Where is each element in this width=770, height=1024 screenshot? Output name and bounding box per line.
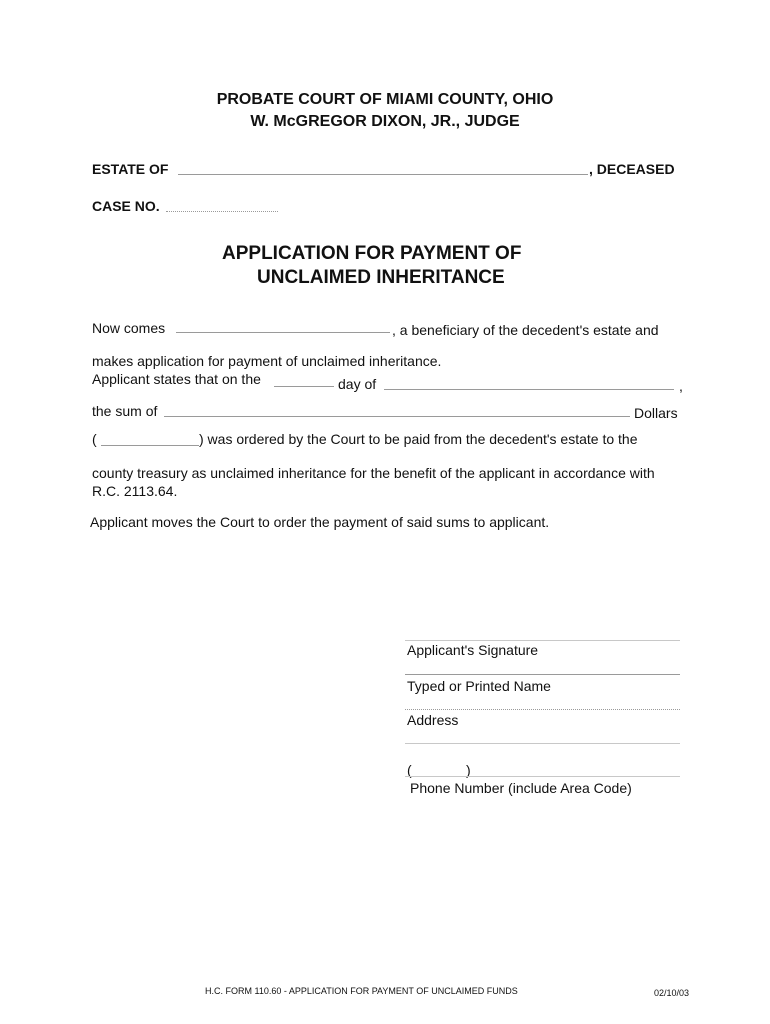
month-year-field[interactable] xyxy=(384,389,674,390)
footer-form-name: H.C. FORM 110.60 - APPLICATION FOR PAYMENT OF UNCLAIMED FUNDS xyxy=(205,986,518,996)
now-comes-text: Now comes xyxy=(92,320,166,336)
phone-label: Phone Number (include Area Code) xyxy=(410,780,632,796)
phone-field[interactable] xyxy=(405,776,680,777)
footer-date: 02/10/03 xyxy=(654,988,690,998)
comma-text: , xyxy=(679,378,683,394)
day-of-text: day of xyxy=(338,376,377,392)
deceased-label: , DECEASED xyxy=(589,161,675,177)
address-field-2[interactable] xyxy=(405,743,680,744)
sum-of-text: the sum of xyxy=(92,403,158,419)
printed-name-field[interactable] xyxy=(405,674,680,675)
sum-words-field[interactable] xyxy=(164,416,630,417)
ordered-text: ) was ordered by the Court to be paid from the decedent's estate to the xyxy=(199,431,638,447)
printed-name-label: Typed or Printed Name xyxy=(407,678,551,694)
phone-close-paren: ) xyxy=(466,762,471,778)
county-treasury-text: county treasury as unclaimed inheritance for the benefit of the applicant in accordance with xyxy=(92,465,655,481)
judge-name: W. McGREGOR DIXON, JR., JUDGE xyxy=(250,113,520,130)
address-label: Address xyxy=(407,712,459,728)
rc-section-text: R.C. 2113.64. xyxy=(92,483,178,499)
estate-name-field[interactable] xyxy=(178,174,588,175)
beneficiary-name-field[interactable] xyxy=(176,332,390,333)
case-no-label: CASE NO. xyxy=(92,198,160,214)
dollars-text: Dollars xyxy=(634,405,678,421)
court-name: PROBATE COURT OF MIAMI COUNTY, OHIO xyxy=(216,91,554,108)
moves-court-text: Applicant moves the Court to order the payment of said sums to applicant. xyxy=(90,514,550,530)
form-title-line1: APPLICATION FOR PAYMENT OF xyxy=(222,243,522,264)
applicant-states-text: Applicant states that on the xyxy=(92,371,261,387)
address-field-1[interactable] xyxy=(405,709,680,710)
amount-field[interactable] xyxy=(101,445,199,446)
case-no-field[interactable] xyxy=(166,211,278,212)
beneficiary-text: , a beneficiary of the decedent's estate and xyxy=(392,322,659,338)
amount-open-paren: ( xyxy=(92,431,97,447)
signature-field[interactable] xyxy=(405,640,680,641)
makes-application-text: makes application for payment of unclaimed inheritance. xyxy=(92,353,442,369)
day-field[interactable] xyxy=(274,386,334,387)
phone-open-paren: ( xyxy=(407,762,412,778)
form-title-line2: UNCLAIMED INHERITANCE xyxy=(257,267,505,288)
estate-of-label: ESTATE OF xyxy=(92,161,169,177)
signature-label: Applicant's Signature xyxy=(407,642,539,658)
